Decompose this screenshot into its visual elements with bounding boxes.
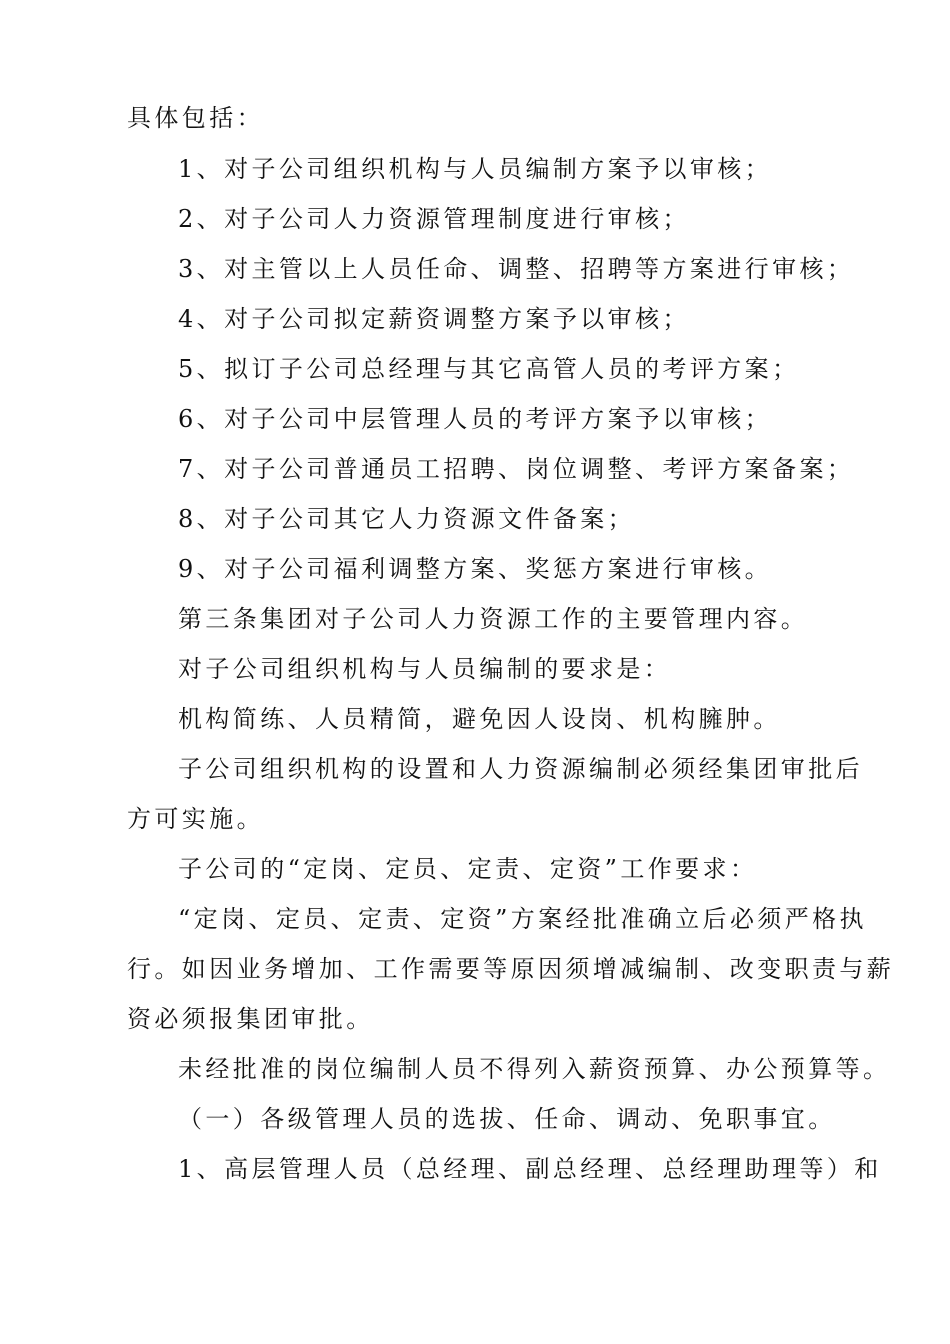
org-requirement-text: 机构简练、人员精简，避免因人设岗、机构臃肿。: [178, 705, 781, 733]
intro-line: 具体包括：: [127, 104, 264, 132]
duty-item-4: 4、对子公司拟定薪资调整方案予以审核；: [178, 305, 690, 333]
duty-item-8: 8、对子公司其它人力资源文件备案；: [178, 505, 636, 533]
duty-item-6: 6、对子公司中层管理人员的考评方案予以审核；: [178, 405, 773, 433]
four-fix-paragraph-line-1: “定岗、定员、定责、定资”方案经批准确立后必须严格执: [178, 905, 867, 933]
budget-rule-line: 未经批准的岗位编制人员不得列入薪资预算、办公预算等。: [178, 1055, 891, 1083]
duty-item-5: 5、拟订子公司总经理与其它高管人员的考评方案；: [178, 355, 800, 383]
senior-management-line: 1、高层管理人员（总经理、副总经理、总经理助理等）和: [178, 1155, 882, 1183]
section-one-heading: （一）各级管理人员的选拔、任命、调动、免职事宜。: [178, 1105, 836, 1133]
approval-paragraph-line-2: 方可实施。: [127, 805, 264, 833]
approval-paragraph-line-1: 子公司组织机构的设置和人力资源编制必须经集团审批后: [178, 755, 863, 783]
duty-item-7: 7、对子公司普通员工招聘、岗位调整、考评方案备案；: [178, 455, 855, 483]
duty-item-3: 3、对主管以上人员任命、调整、招聘等方案进行审核；: [178, 255, 855, 283]
four-fix-heading: 子公司的“定岗、定员、定责、定资”工作要求：: [178, 855, 758, 883]
duty-item-1: 1、对子公司组织机构与人员编制方案予以审核；: [178, 155, 773, 183]
duty-item-2: 2、对子公司人力资源管理制度进行审核；: [178, 205, 690, 233]
org-requirement-heading: 对子公司组织机构与人员编制的要求是：: [178, 655, 672, 683]
four-fix-paragraph-line-2: 行。如因业务增加、工作需要等原因须增减编制、改变职责与薪: [127, 955, 895, 983]
article-heading: 第三条集团对子公司人力资源工作的主要管理内容。: [178, 605, 809, 633]
four-fix-paragraph-line-3: 资必须报集团审批。: [127, 1005, 374, 1033]
duty-item-9: 9、对子公司福利调整方案、奖惩方案进行审核。: [178, 555, 773, 583]
